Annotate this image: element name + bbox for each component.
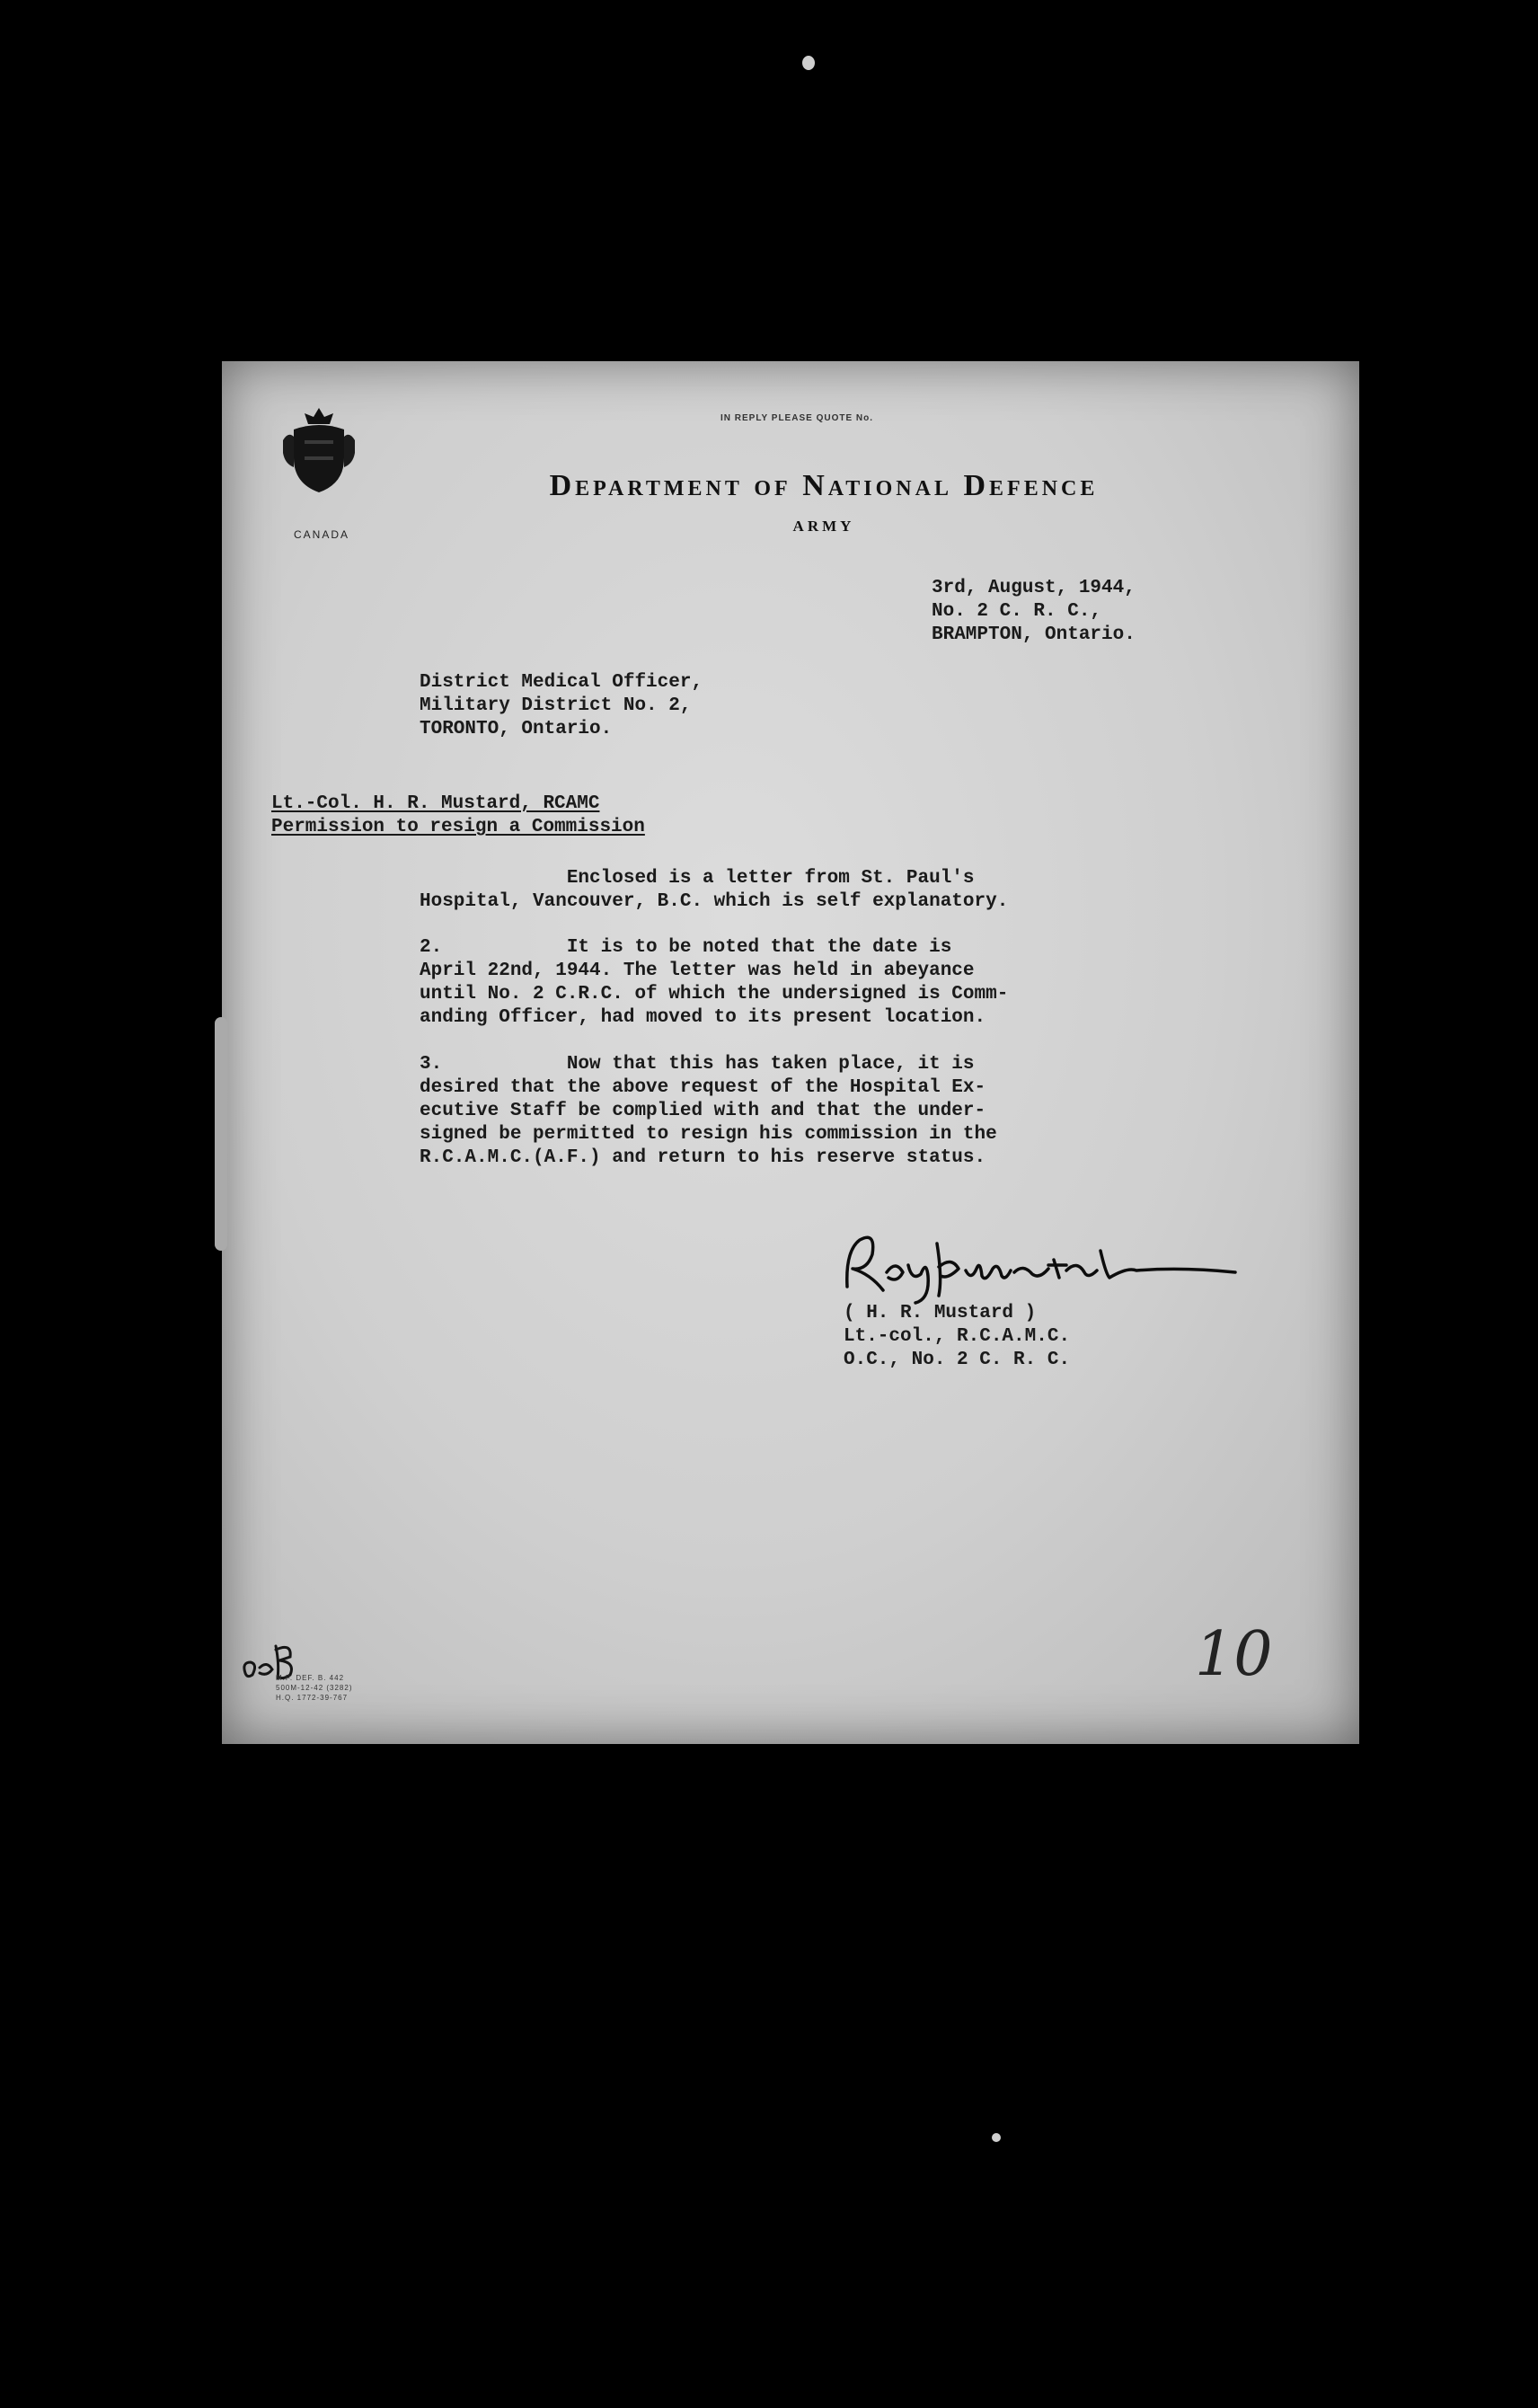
body-line: R.C.A.M.C.(A.F.) and return to his reserve status. bbox=[420, 1147, 986, 1168]
place-text: BRAMPTON, Ontario. bbox=[932, 624, 1136, 645]
department-branch: ARMY bbox=[792, 518, 855, 535]
signatory-name: ( H. R. Mustard ) bbox=[844, 1303, 1037, 1324]
page-edge-fold bbox=[215, 1017, 227, 1251]
addressee-line: District Medical Officer, bbox=[420, 672, 703, 693]
body-line: 3. Now that this has taken place, it is bbox=[420, 1054, 975, 1075]
addressee-line: TORONTO, Ontario. bbox=[420, 719, 613, 739]
unit-text: No. 2 C. R. C., bbox=[932, 601, 1102, 622]
handwritten-signature bbox=[840, 1224, 1469, 1305]
paragraph-1 bbox=[420, 867, 1210, 914]
reply-quote-line: IN REPLY PLEASE QUOTE No. bbox=[720, 413, 874, 423]
royal-crest-icon bbox=[278, 404, 360, 494]
form-code bbox=[276, 1673, 352, 1703]
addressee-block bbox=[420, 671, 703, 741]
body-line: Hospital, Vancouver, B.C. which is self explanatory. bbox=[420, 891, 1009, 912]
form-code-line: H.Q. 1772-39-767 bbox=[276, 1694, 349, 1702]
signature-block bbox=[844, 1302, 1070, 1372]
form-code-line: 500M-12-42 (3282) bbox=[276, 1684, 353, 1692]
film-speck-top bbox=[802, 56, 815, 70]
folio-number: 10 bbox=[1195, 1619, 1273, 1690]
letter-page bbox=[222, 361, 1359, 1744]
body-line: signed be permitted to resign his commission in the bbox=[420, 1124, 997, 1145]
subject-block bbox=[271, 792, 645, 839]
subject-line: Lt.-Col. H. R. Mustard, RCAMC bbox=[271, 793, 600, 814]
body-line: desired that the above request of the Hospital Ex- bbox=[420, 1077, 986, 1098]
body-line: anding Officer, had moved to its present location. bbox=[420, 1007, 986, 1028]
paragraph-2 bbox=[420, 936, 1210, 1030]
body-line: Enclosed is a letter from St. Paul's bbox=[420, 868, 975, 889]
body-line: until No. 2 C.R.C. of which the undersigned is Comm- bbox=[420, 984, 1009, 1005]
crest-caption: CANADA bbox=[293, 528, 349, 541]
paragraph-3 bbox=[420, 1053, 1210, 1170]
date-text: 3rd, August, 1944, bbox=[932, 578, 1136, 598]
film-speck-bottom bbox=[992, 2133, 1001, 2142]
dateline bbox=[932, 577, 1136, 647]
body-line: April 22nd, 1944. The letter was held in abeyance bbox=[420, 961, 975, 981]
subject-line: Permission to resign a Commission bbox=[271, 817, 645, 837]
signatory-rank: Lt.-col., R.C.A.M.C. bbox=[844, 1326, 1071, 1347]
form-code-line: M.F. DEF. B. 442 bbox=[276, 1674, 345, 1682]
addressee-line: Military District No. 2, bbox=[420, 695, 692, 716]
body-line: ecutive Staff be complied with and that the under- bbox=[420, 1101, 986, 1121]
body-line: 2. It is to be noted that the date is bbox=[420, 937, 952, 958]
department-title: Department of National Defence bbox=[549, 469, 1099, 502]
signatory-position: O.C., No. 2 C. R. C. bbox=[844, 1350, 1071, 1370]
